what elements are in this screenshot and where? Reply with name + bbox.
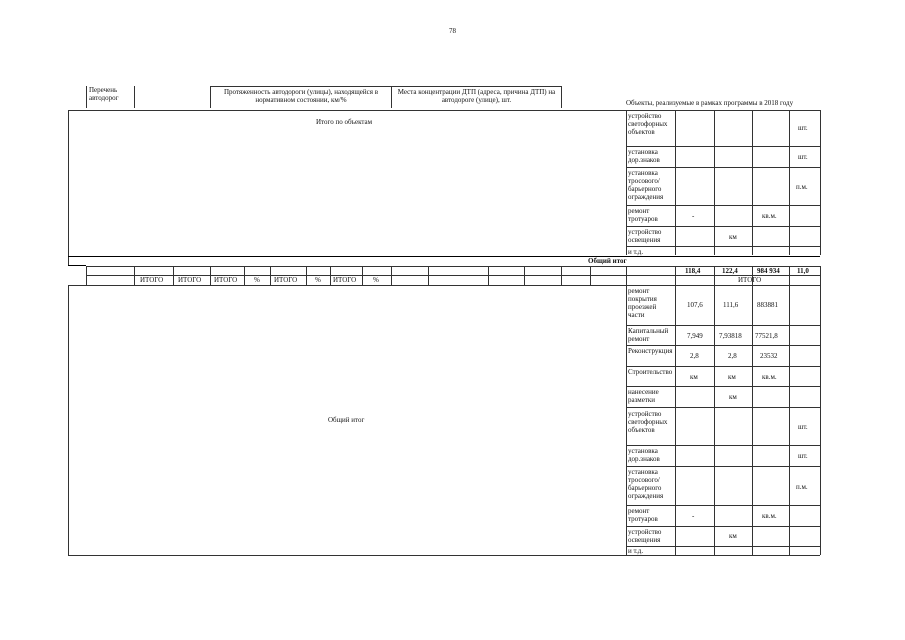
s2-row-v1: км bbox=[690, 373, 698, 381]
s2-row-v3: 23532 bbox=[760, 352, 778, 360]
total-v4: 11,0 bbox=[797, 267, 809, 275]
s2-row-name: ремонт тротуаров bbox=[628, 507, 658, 523]
s1-row-unit: шт. bbox=[798, 153, 808, 161]
s2-row-v1: 7,949 bbox=[687, 332, 703, 340]
itogo-percent: % bbox=[373, 276, 379, 284]
header-length-label: Протяженность автодороги (улицы), находящейся в нормативном состоянии, км/% bbox=[223, 88, 379, 104]
itogo-percent: % bbox=[315, 276, 321, 284]
s1-row-name: устройство освещения bbox=[628, 228, 662, 244]
itogo-label: ИТОГО bbox=[333, 276, 357, 284]
s2-row-name: Реконструкция bbox=[628, 347, 673, 355]
s2-row-v3: кв.м. bbox=[762, 512, 777, 520]
s2-row-unit: шт. bbox=[798, 452, 808, 460]
s2-row-v1: 2,8 bbox=[690, 352, 699, 360]
itogo-label: ИТОГО bbox=[274, 276, 298, 284]
itogo-label: ИТОГО bbox=[140, 276, 164, 284]
s1-row-v3: кв.м. bbox=[762, 212, 777, 220]
s2-row-v2: км bbox=[729, 532, 737, 540]
s2-row-name: Капитальный ремонт bbox=[628, 327, 669, 343]
itogo-label: ИТОГО bbox=[214, 276, 238, 284]
s1-row-name: установка тросового/барьерного ограждения bbox=[628, 169, 664, 201]
s2-row-unit: шт. bbox=[798, 423, 808, 431]
s2-row-unit: п.м. bbox=[796, 483, 808, 491]
s1-row-v1: - bbox=[692, 212, 695, 220]
total-v3: 984 934 bbox=[757, 267, 780, 275]
s1-row-name: устройство светофорных объектов bbox=[628, 112, 668, 136]
s1-row-name: установка дор.знаков bbox=[628, 148, 660, 164]
s1-row-name: и т.д. bbox=[628, 248, 644, 256]
s2-row-v3: 883881 bbox=[757, 301, 778, 309]
page-number: 78 bbox=[449, 27, 456, 35]
grand-total-title: Общий итог bbox=[588, 257, 627, 265]
header-objects-label: Объекты, реализуемые в рамках программы в 2018 году bbox=[626, 99, 794, 107]
s2-row-v2: 111,6 bbox=[723, 301, 739, 309]
section-objects-label: Итого по объектам bbox=[316, 118, 373, 126]
s1-row-name: ремонт тротуаров bbox=[628, 207, 658, 223]
s1-row-v2: км bbox=[729, 233, 737, 241]
s1-row-unit: п.м. bbox=[796, 183, 808, 191]
s2-row-v2: км bbox=[728, 373, 736, 381]
s1-row-unit: шт. bbox=[798, 124, 808, 132]
s2-row-name: установка тросового/барьерного ограждения bbox=[628, 468, 664, 500]
itogo-percent: % bbox=[254, 276, 260, 284]
s2-row-name: и т.д. bbox=[628, 547, 644, 555]
s2-row-v3: кв.м. bbox=[762, 373, 777, 381]
s2-row-v3: 77521,8 bbox=[755, 332, 778, 340]
s2-row-v2: км bbox=[729, 393, 737, 401]
header-places-label: Места концентрации ДТП (адреса, причина ДТП) на автодороге (улице), шт. bbox=[397, 88, 556, 104]
itogo-label: ИТОГО bbox=[178, 276, 202, 284]
s2-row-name: установка дор.знаков bbox=[628, 447, 660, 463]
s2-row-name: ремонт покрытия проезжей части bbox=[628, 287, 657, 319]
s2-row-v1: 107,6 bbox=[687, 301, 703, 309]
s2-row-name: устройство светофорных объектов bbox=[628, 410, 668, 434]
s2-row-v2: 7,93818 bbox=[719, 332, 742, 340]
total-v1: 118,4 bbox=[685, 267, 701, 275]
s2-row-name: нанесение разметки bbox=[628, 388, 659, 404]
total-v2: 122,4 bbox=[722, 267, 738, 275]
s2-row-name: устройство освещения bbox=[628, 528, 662, 544]
s2-row-v1: - bbox=[692, 512, 695, 520]
s2-row-name: Строительство bbox=[628, 368, 673, 376]
header-list-label: Перечень автодорог bbox=[89, 86, 119, 102]
itogo-right-label: ИТОГО bbox=[738, 276, 762, 284]
section-grand-label: Общий итог bbox=[328, 416, 365, 424]
s2-row-v2: 2,8 bbox=[728, 352, 737, 360]
